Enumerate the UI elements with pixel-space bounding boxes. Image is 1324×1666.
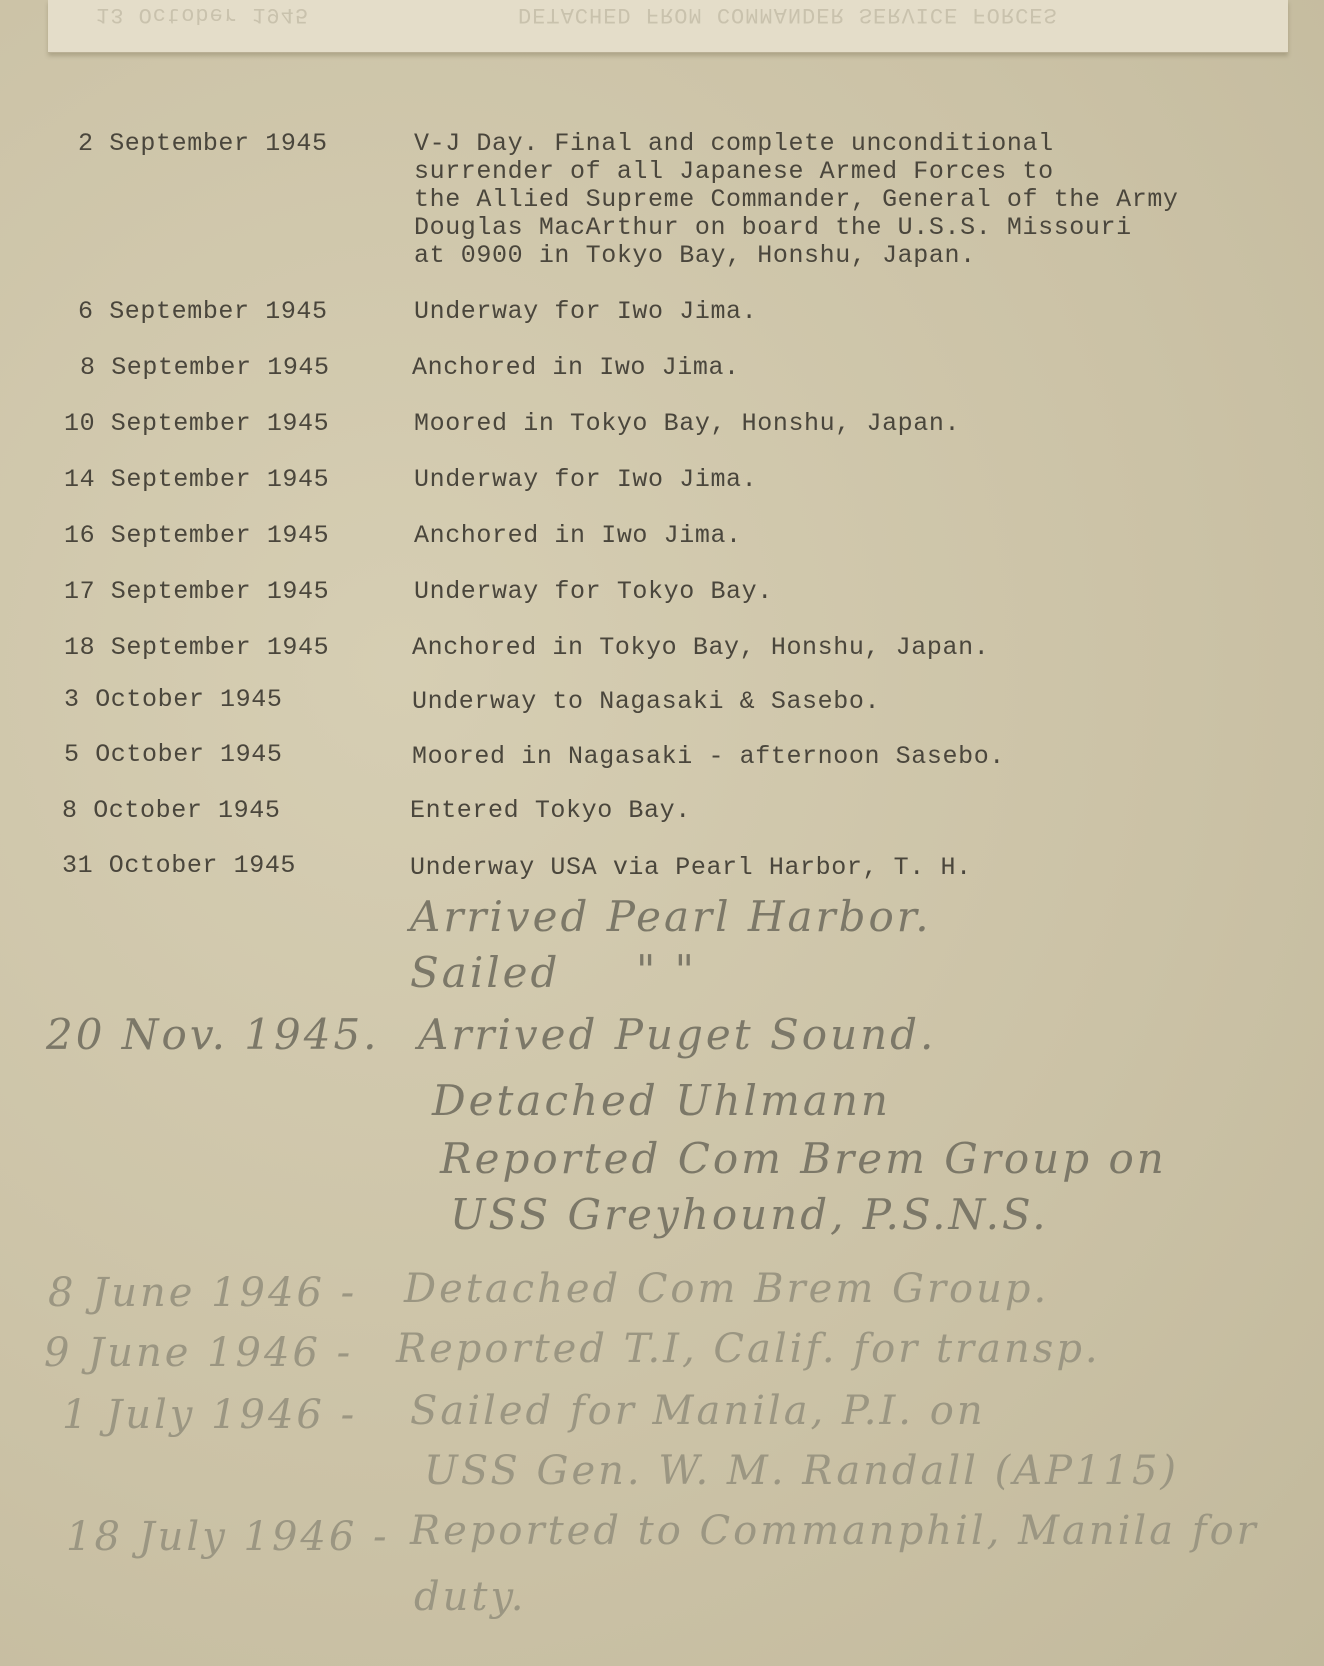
entry-date: 16 September 1945 [64,521,330,550]
entry-event-line: V-J Day. Final and complete unconditional [414,129,1054,158]
pencil-date: 8 June 1946 - [48,1270,358,1316]
entry-date: 3 October 1945 [64,685,283,714]
entry-date: 10 September 1945 [64,409,330,438]
entry-event: Underway for Tokyo Bay. [414,577,773,606]
entry-event-line: Douglas MacArthur on board the U.S.S. Missouri [414,213,1132,242]
entry-date: 17 September 1945 [64,577,330,606]
entry-event: Underway for Iwo Jima. [414,297,758,326]
entry-date: 31 October 1945 [62,851,297,880]
handwritten-note: Detached Uhlmann [432,1076,891,1125]
entry-event: Anchored in Iwo Jima. [412,353,740,382]
entry-date: 2 September 1945 [78,129,328,158]
handwritten-date: 20 Nov. 1945. [46,1010,380,1059]
entry-event: Moored in Tokyo Bay, Honshu, Japan. [414,409,961,438]
entry-event: Underway to Nagasaki & Sasebo. [412,687,881,716]
pencil-date: 18 July 1946 - [66,1514,390,1560]
pencil-note: duty. [414,1574,527,1620]
overlapping-page-strip [48,0,1288,53]
handwritten-note: Arrived Pearl Harbor. [410,892,932,941]
handwritten-note: USS Greyhound, P.S.N.S. [450,1190,1049,1239]
entry-event: Anchored in Tokyo Bay, Honshu, Japan. [412,633,990,662]
entry-event-line: at 0900 in Tokyo Bay, Honshu, Japan. [414,241,976,270]
entry-event: Anchored in Iwo Jima. [414,521,742,550]
entry-event-line: surrender of all Japanese Armed Forces to [414,157,1054,186]
entry-date: 6 September 1945 [78,297,328,326]
handwritten-note: Sailed [410,948,561,997]
pencil-note: Sailed for Manila, P.I. on [410,1388,986,1434]
pencil-date: 1 July 1946 - [62,1392,358,1438]
pencil-date: 9 June 1946 - [44,1330,354,1376]
entry-event: Underway USA via Pearl Harbor, T. H. [410,853,972,882]
handwritten-note: Reported Com Brem Group on [440,1134,1167,1183]
entry-date: 8 October 1945 [62,796,281,825]
entry-event-line: the Allied Supreme Commander, General of the Army [414,185,1179,214]
entry-date: 18 September 1945 [64,633,330,662]
handwritten-note: Arrived Puget Sound. [418,1010,937,1059]
entry-date: 14 September 1945 [64,465,330,494]
pencil-note: USS Gen. W. M. Randall (AP115) [424,1448,1180,1494]
entry-event: Entered Tokyo Bay. [410,796,691,825]
entry-date: 8 September 1945 [80,353,330,382]
handwritten-ditto: " " [636,946,697,995]
pencil-note: Detached Com Brem Group. [404,1266,1050,1312]
strip-heading-text: DETACHED FROM COMMANDER SERVICE FORCES [518,2,1058,27]
pencil-note: Reported to Commanphil, Manila for [410,1508,1259,1554]
entry-event: Moored in Nagasaki - afternoon Sasebo. [412,742,1005,771]
entry-event: Underway for Iwo Jima. [414,465,758,494]
pencil-note: Reported T.I, Calif. for transp. [396,1326,1101,1372]
strip-date-text: 13 October 1945 [96,2,310,27]
entry-date: 5 October 1945 [64,740,283,769]
